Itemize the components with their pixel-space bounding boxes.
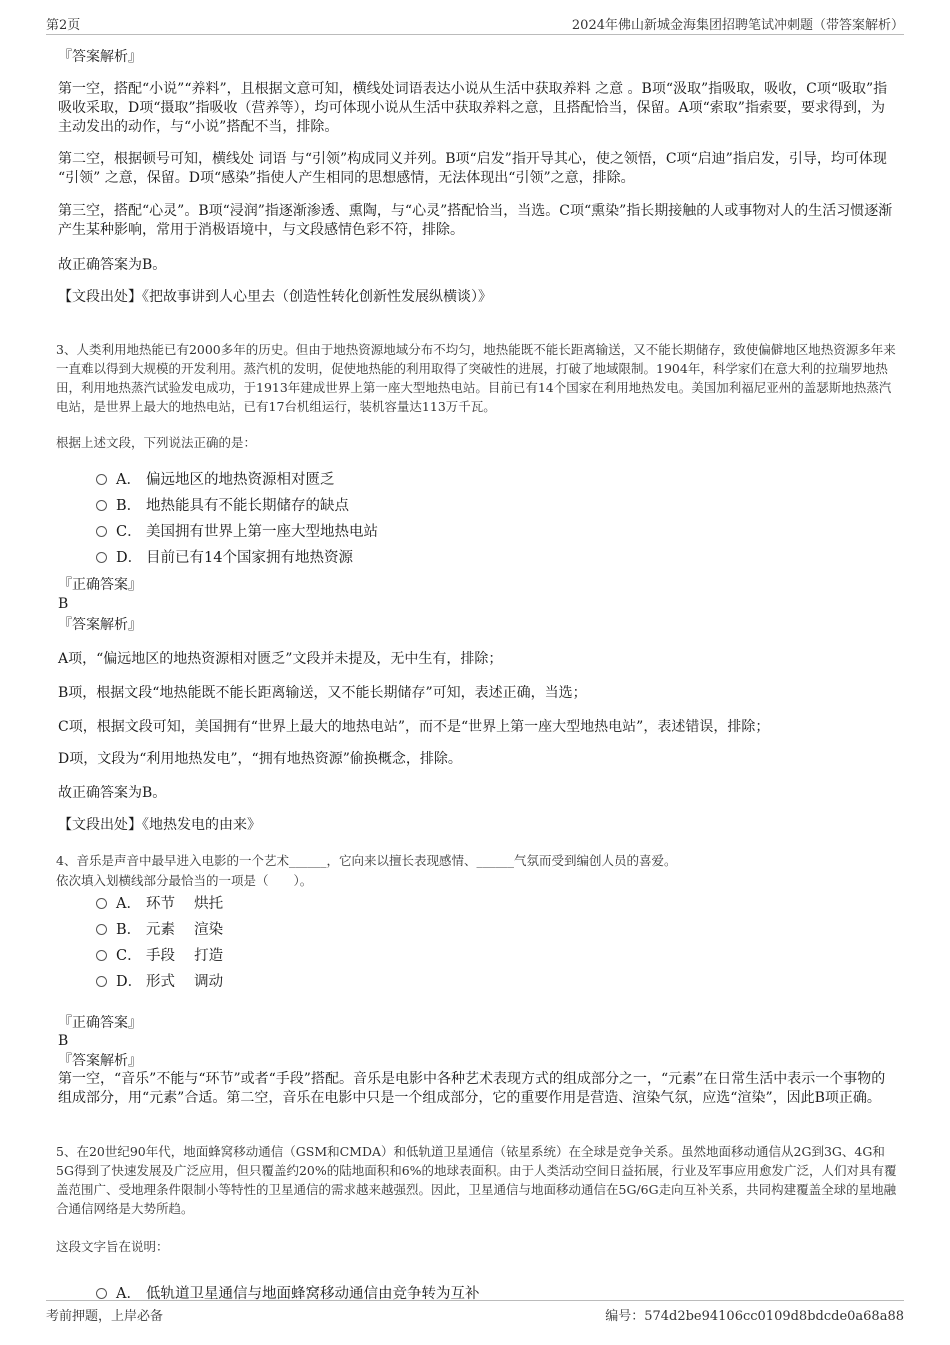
- q2-source: 【文段出处】《把故事讲到人心里去（创造性转化创新性发展纵横谈）》: [58, 289, 492, 305]
- q3-option-b[interactable]: [96, 496, 349, 516]
- q4-answer: B: [58, 1033, 69, 1049]
- radio-icon[interactable]: [96, 950, 107, 961]
- document-title: 2024年佛山新城金海集团招聘笔试冲刺题（带答案解析）: [571, 18, 904, 33]
- q3-answer-label: 『正确答案』: [58, 577, 142, 593]
- q3-ask: 根据上述文段，下列说法正确的是：: [56, 435, 257, 450]
- q3-analysis-d: D项，文段为“利用地热发电”，“拥有地热资源”偷换概念，排除。: [58, 751, 462, 767]
- option-key: D．: [116, 550, 143, 566]
- q4-option-c[interactable]: [96, 946, 223, 966]
- q3-analysis-b: B项，根据文段“地热能既不能长距离输送，又不能长期储存”可知，表述正确，当选；: [58, 685, 587, 701]
- q4-option-d[interactable]: [96, 972, 223, 992]
- option-text: 手段 打造: [146, 948, 224, 964]
- option-key: A．: [116, 472, 141, 488]
- q3-option-c[interactable]: [96, 522, 378, 542]
- q5-stem: 5、在20世纪90年代，地面蜂窝移动通信（GSM和CMDA）和低轨道卫星通信（铱星系统）在全球是竞争关系。虽然地面移动通信从2G到3G、4G和5G得到了快速发展及广泛应用，但只覆盖约20%的陆地面积和6%的地球表面积。由于人类活动空间日益拓展，行业及军事应用愈发广泛，人们对具有覆盖范围广、受地理条件限制小等特性的卫星通信的需求越来越强烈。因此，卫星通信与地面移动通信在5G/6G走向互补关系，共同构建覆盖全球的星地融合通信网络是大势所趋。: [56, 1144, 897, 1216]
- q3-option-a[interactable]: [96, 470, 335, 490]
- q5-ask: 这段文字旨在说明：: [56, 1239, 169, 1254]
- option-key: C．: [116, 524, 142, 540]
- page-number: 第2页: [46, 18, 81, 33]
- document-code: 编号：574d2be94106cc0109d8bdcde0a68a88: [605, 1309, 904, 1324]
- option-text: 形式 调动: [146, 974, 224, 990]
- option-key: B．: [116, 498, 142, 514]
- option-text: 目前已有14个国家拥有地热资源: [146, 550, 353, 566]
- radio-icon[interactable]: [96, 898, 107, 909]
- radio-icon[interactable]: [96, 526, 107, 537]
- q4-analysis-label: 『答案解析』: [58, 1053, 142, 1069]
- q4-option-b[interactable]: [96, 920, 223, 940]
- radio-icon[interactable]: [96, 1288, 107, 1299]
- q2-analysis-blank1: 第一空，搭配“小说”“养料”，且根据文意可知，横线处词语表达小说从生活中获取养料 之意 。B项“汲取”指吸取，吸收，C项“吸取”指吸收采取，D项“摄取”指吸收（营养等），均可体现小说从生活中获取养料之意，且搭配恰当，保留。A项“索取”指索要，要求得到，为主动发出的动作，与“小说”搭配不当，排除。: [58, 81, 888, 135]
- option-text: 地热能具有不能长期储存的缺点: [146, 498, 349, 514]
- radio-icon[interactable]: [96, 924, 107, 935]
- q2-analysis-blank2: 第二空，根据顿号可知，横线处 词语 与“引领”构成同义并列。B项“启发”指开导其心，使之领悟，C项“启迪”指启发，引导，均可体现 “引领” 之意，保留。D项“感染”指使人产生相同的思想感情，无法体现出“引领”之意，排除。: [58, 151, 887, 186]
- radio-icon[interactable]: [96, 552, 107, 563]
- option-key: A．: [116, 896, 141, 912]
- option-text: 低轨道卫星通信与地面蜂窝移动通信由竞争转为互补: [146, 1286, 480, 1302]
- q4-ask: 依次填入划横线部分最恰当的一项是（ ）。: [56, 873, 313, 888]
- q3-option-d[interactable]: [96, 548, 353, 568]
- radio-icon[interactable]: [96, 500, 107, 511]
- q3-analysis-c: C项，根据文段可知，美国拥有“世界上最大的地热电站”，而不是“世界上第一座大型地热电站”，表述错误，排除；: [58, 719, 770, 735]
- radio-icon[interactable]: [96, 976, 107, 987]
- q4-option-a[interactable]: [96, 894, 223, 914]
- q3-source: 【文段出处】《地热发电的由来》: [58, 817, 261, 833]
- option-key: C．: [116, 948, 142, 964]
- q3-analysis-label: 『答案解析』: [58, 617, 142, 633]
- q4-stem: 4、音乐是声音中最早进入电影的一个艺术______，它向来以擅长表现感情、______气氛而受到编创人员的喜爱。: [56, 853, 677, 868]
- q3-analysis-a: A项，“偏远地区的地热资源相对匮乏”文段并未提及，无中生有，排除；: [58, 651, 503, 667]
- option-key: D．: [116, 974, 143, 990]
- option-text: 环节 烘托: [146, 896, 224, 912]
- option-key: A．: [116, 1286, 141, 1302]
- footer-slogan: 考前押题，上岸必备: [46, 1309, 164, 1324]
- q4-analysis: 第一空，“音乐”不能与“环节”或者“手段”搭配。音乐是电影中各种艺术表现方式的组成部分之一，“元素”在日常生活中表示一个事物的组成部分，用“元素”合适。第二空，音乐在电影中只是一个组成部分，它的重要作用是营造、渲染气氛，应选“渲染”，因此B项正确。: [58, 1071, 886, 1106]
- option-key: B．: [116, 922, 142, 938]
- q4-answer-label: 『正确答案』: [58, 1015, 142, 1031]
- q2-analysis-label: 『答案解析』: [58, 49, 142, 65]
- q3-conclusion: 故正确答案为B。: [58, 785, 167, 801]
- q3-stem: 3、人类利用地热能已有2000多年的历史。但由于地热资源地域分布不均匀，地热能既不能长距离输送，又不能长期储存，致使偏僻地区地热资源多年来一直难以得到大规模的开发利用。蒸汽机的发明，促使地热能的利用取得了突破性的进展，打破了地域限制。1904年，科学家们在意大利的拉瑞罗地热田，利用地热蒸汽试验发电成功，于1913年建成世界上第一座大型地热电站。目前已有14个国家在利用地热发电。美国加利福尼亚州的盖瑟斯地热蒸汽电站，是世界上最大的地热电站，已有17台机组运行，装机容量达113万千瓦。: [56, 342, 896, 414]
- q2-analysis-blank3: 第三空，搭配“心灵”。B项“浸润”指逐渐渗透、熏陶，与“心灵”搭配恰当，当选。C项“熏染”指长期接触的人或事物对人的生活习惯逐渐产生某种影响，常用于消极语境中，与文段感情色彩不符，排除。: [58, 203, 893, 238]
- q2-conclusion: 故正确答案为B。: [58, 257, 167, 273]
- option-text: 美国拥有世界上第一座大型地热电站: [146, 524, 378, 540]
- q3-answer: B: [58, 596, 69, 612]
- option-text: 元素 渲染: [146, 922, 224, 938]
- option-text: 偏远地区的地热资源相对匮乏: [146, 472, 335, 488]
- radio-icon[interactable]: [96, 474, 107, 485]
- page-footer: [46, 1300, 904, 1327]
- page-header: [46, 14, 904, 35]
